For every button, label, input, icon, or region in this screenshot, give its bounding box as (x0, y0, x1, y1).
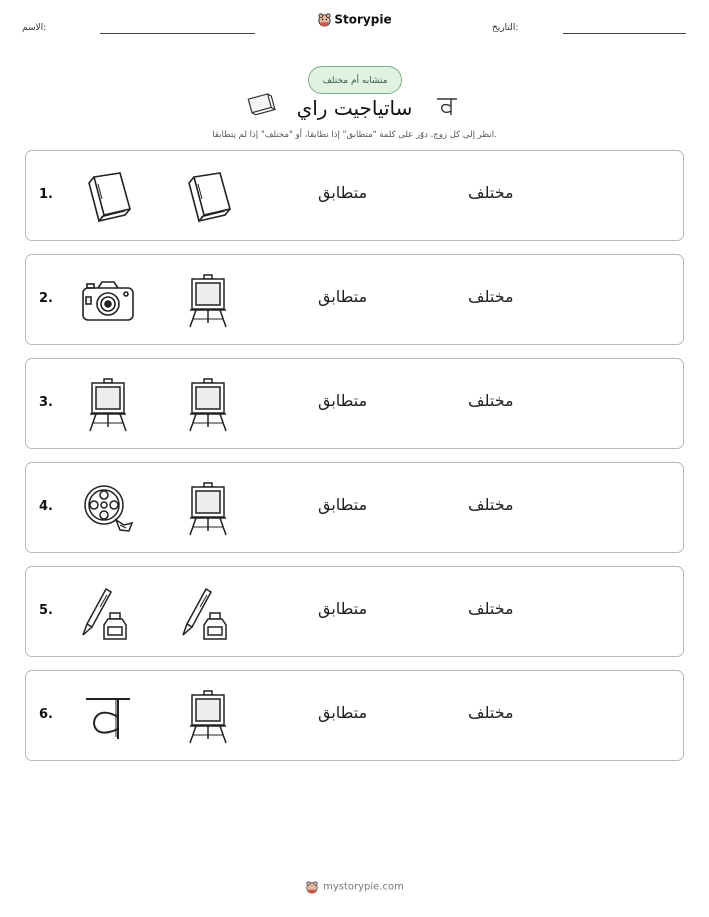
question-row-2 (25, 254, 684, 345)
different-choice[interactable]: مختلف (468, 391, 514, 410)
same-choice[interactable]: متطابق (318, 495, 368, 514)
question-row-3 (25, 358, 684, 449)
question-number: 6. (39, 707, 53, 722)
same-choice[interactable]: متطابق (318, 599, 368, 618)
question-number: 4. (39, 499, 53, 514)
easel-icon (80, 377, 136, 433)
different-choice[interactable]: مختلف (468, 703, 514, 722)
footer-website[interactable]: mystorypie.com (323, 881, 404, 893)
question-row-5 (25, 566, 684, 657)
question-number: 3. (39, 395, 53, 410)
question-row-4 (25, 462, 684, 553)
camera-icon (80, 273, 136, 329)
book-icon (180, 169, 236, 225)
easel-icon (180, 689, 236, 745)
different-choice[interactable]: مختلف (468, 287, 514, 306)
same-choice[interactable]: متطابق (318, 703, 368, 722)
footer (0, 880, 709, 894)
film-reel-icon (80, 481, 136, 537)
date-label: التاريخ: (492, 23, 519, 33)
same-choice[interactable]: متطابق (318, 183, 368, 202)
question-row-1 (25, 150, 684, 241)
easel-icon (180, 481, 236, 537)
bengali-letter-icon (80, 689, 136, 745)
date-line[interactable] (563, 33, 686, 34)
pen-ink-icon (180, 585, 236, 641)
easel-icon (180, 273, 236, 329)
book-icon (80, 169, 136, 225)
different-choice[interactable]: مختلف (468, 599, 514, 618)
same-choice[interactable]: متطابق (318, 287, 368, 306)
different-choice[interactable]: مختلف (468, 183, 514, 202)
brand-name: Storypie (334, 12, 392, 27)
instructions-text: انظر إلى كل زوج. دوّر على كلمة "متطابق" إذا تطابقا، أو "مختلف" إذا لم يتطابقا. (212, 130, 497, 140)
pen-ink-icon (80, 585, 136, 641)
name-label: الاسم: (22, 23, 47, 33)
question-row-6 (25, 670, 684, 761)
easel-icon (180, 377, 236, 433)
storypie-mascot-icon (317, 12, 332, 27)
question-number: 5. (39, 603, 53, 618)
bengali-letter-icon (436, 96, 458, 118)
name-line[interactable] (100, 33, 255, 34)
worksheet-type-badge: متشابه أم مختلف (308, 66, 402, 94)
question-number: 1. (39, 187, 53, 202)
storypie-mascot-icon (305, 880, 319, 894)
page-title: ساتياجيت راي (296, 96, 413, 120)
different-choice[interactable]: مختلف (468, 495, 514, 514)
brand-logo (0, 12, 709, 27)
question-number: 2. (39, 291, 53, 306)
same-choice[interactable]: متطابق (318, 391, 368, 410)
